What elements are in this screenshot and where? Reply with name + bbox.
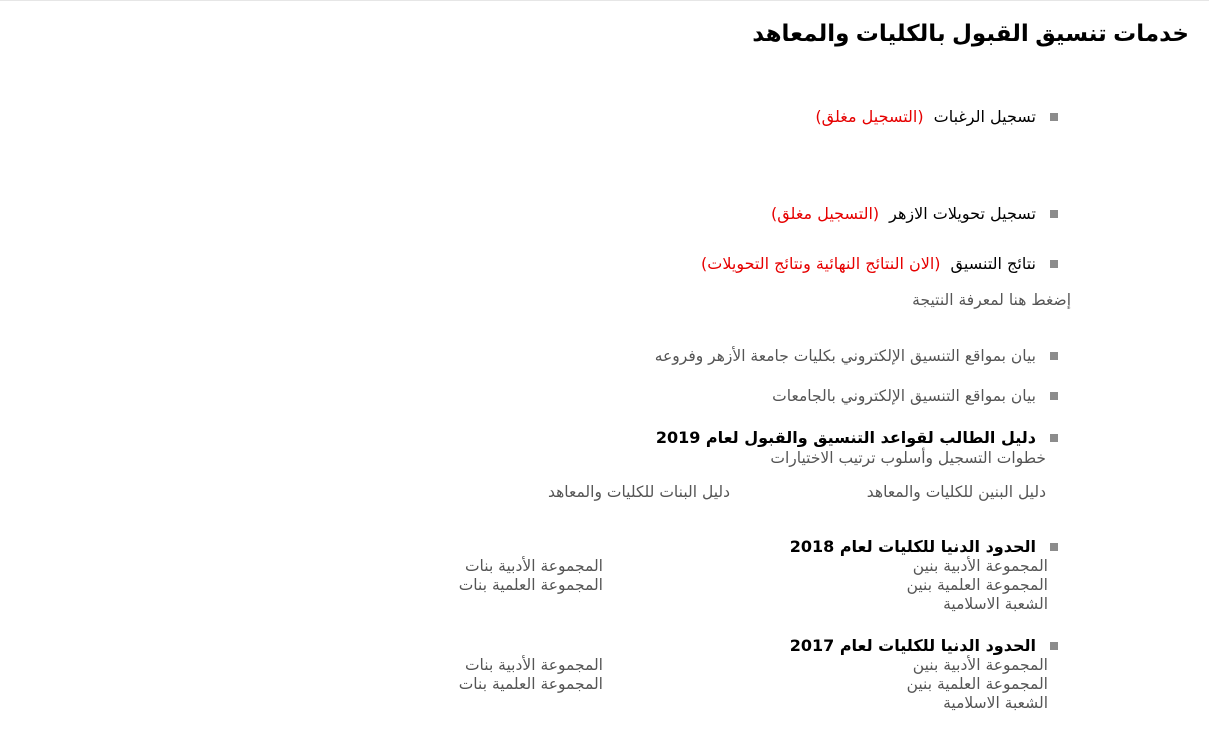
min-2018-heading: الحدود الدنيا للكليات لعام 2018 (789, 537, 1036, 556)
results-label: نتائج التنسيق (950, 254, 1036, 273)
min-2017-lit-boys-link[interactable]: المجموعة الأدبية بنين (912, 656, 1048, 674)
guide-2019-steps-link[interactable]: خطوات التسجيل وأسلوب ترتيب الاختيارات (770, 449, 1046, 467)
bullet-icon (1050, 543, 1058, 551)
wishes-item (815, 107, 1058, 126)
azhar-transfers-status: (التسجيل مغلق) (770, 204, 880, 223)
min-2018-sci-girls-link[interactable]: المجموعة العلمية بنات (458, 576, 603, 594)
min-2018-item (790, 537, 1058, 556)
min-2018-lit-boys-link[interactable]: المجموعة الأدبية بنين (912, 557, 1048, 575)
results-status: (الان النتائج النهائية ونتائج التحويلات) (701, 254, 941, 273)
guide-2019-boys-link[interactable]: دليل البنين للكليات والمعاهد (866, 483, 1046, 501)
guide-2019-girls-link[interactable]: دليل البنات للكليات والمعاهد (547, 483, 730, 501)
universities-sites-link[interactable]: بيان بمواقع التنسيق الإلكتروني بالجامعات (772, 387, 1036, 405)
min-2018-islamic-link[interactable]: الشعبة الاسلامية (943, 595, 1048, 613)
min-2017-sci-girls-link[interactable]: المجموعة العلمية بنات (458, 675, 603, 693)
min-2017-heading: الحدود الدنيا للكليات لعام 2017 (789, 636, 1036, 655)
min-2017-islamic-link[interactable]: الشعبة الاسلامية (943, 694, 1048, 712)
azhar-sites-link[interactable]: بيان بمواقع التنسيق الإلكتروني بكليات جامعة الأزهر وفروعه (654, 347, 1036, 365)
top-border (0, 0, 1209, 1)
guide-2019-heading: دليل الطالب لقواعد التنسيق والقبول لعام 2019 (655, 428, 1036, 447)
bullet-icon (1050, 210, 1058, 218)
min-2017-sci-boys-link[interactable]: المجموعة العلمية بنين (906, 675, 1048, 693)
results-link[interactable]: إضغط هنا لمعرفة النتيجة (912, 291, 1071, 309)
min-2018-lit-girls-link[interactable]: المجموعة الأدبية بنات (464, 557, 603, 575)
results-item (701, 254, 1058, 273)
wishes-status: (التسجيل مغلق) (815, 107, 924, 126)
min-2017-lit-girls-link[interactable]: المجموعة الأدبية بنات (464, 656, 603, 674)
min-2017-item (790, 636, 1058, 655)
bullet-icon (1050, 113, 1058, 121)
bullet-icon (1050, 434, 1058, 442)
azhar-sites-item (655, 347, 1058, 365)
bullet-icon (1050, 260, 1058, 268)
min-2018-sci-boys-link[interactable]: المجموعة العلمية بنين (906, 576, 1048, 594)
bullet-icon (1050, 392, 1058, 400)
universities-sites-item (772, 387, 1058, 405)
azhar-transfers-link[interactable]: تسجيل تحويلات الازهر (889, 204, 1036, 223)
azhar-transfers-item (771, 204, 1058, 223)
guide-2019-item (656, 428, 1058, 447)
bullet-icon (1050, 352, 1058, 360)
bullet-icon (1050, 642, 1058, 650)
wishes-link[interactable]: تسجيل الرغبات (933, 107, 1036, 126)
page-title: خدمات تنسيق القبول بالكليات والمعاهد (752, 20, 1189, 46)
